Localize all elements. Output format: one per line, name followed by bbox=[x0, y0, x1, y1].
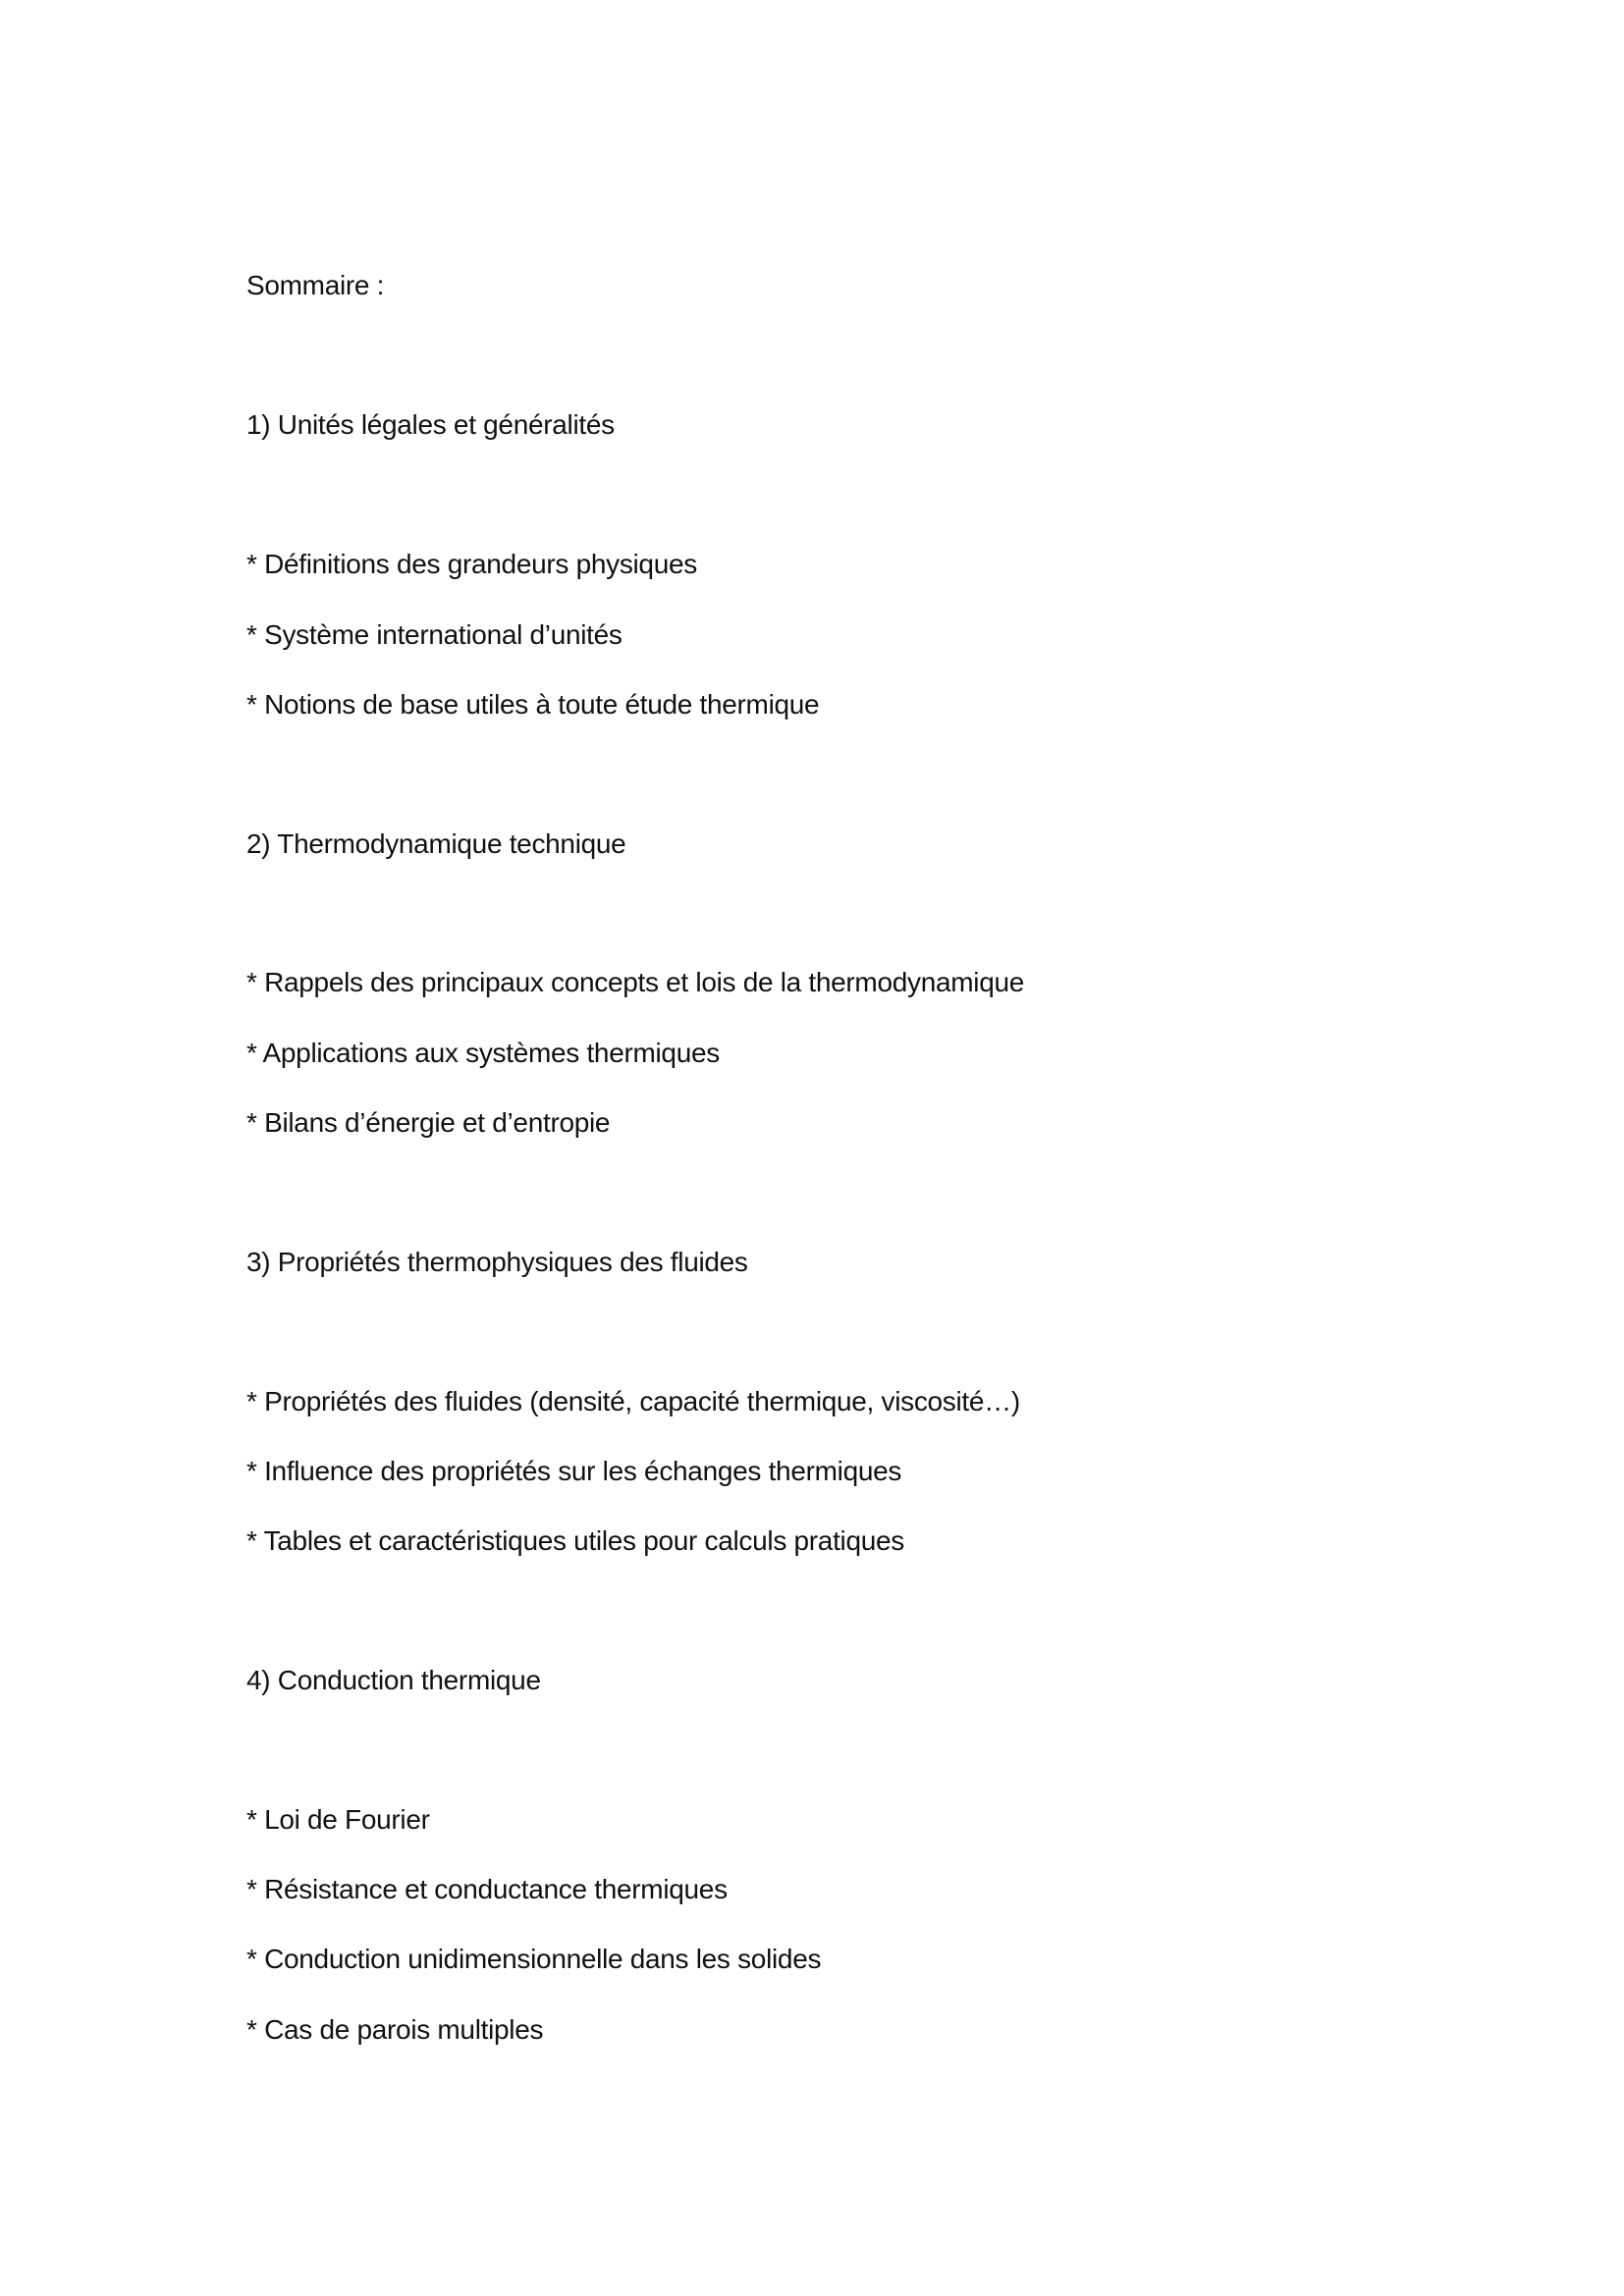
list-item: * Cas de parois multiples bbox=[246, 2014, 544, 2045]
section-heading: 3) Propriétés thermophysiques des fluides bbox=[246, 1247, 748, 1277]
list-item: * Définitions des grandeurs physiques bbox=[246, 549, 697, 579]
list-item: * Système international d’unités bbox=[246, 619, 623, 650]
list-item: * Conduction unidimensionnelle dans les solides bbox=[246, 1944, 822, 1974]
list-item: * Résistance et conductance thermiques bbox=[246, 1874, 728, 1904]
list-item: * Notions de base utiles à toute étude thermique bbox=[246, 689, 820, 720]
summary-title: Sommaire : bbox=[246, 270, 385, 300]
list-item: * Applications aux systèmes thermiques bbox=[246, 1038, 720, 1068]
list-item: * Bilans d’énergie et d’entropie bbox=[246, 1107, 611, 1138]
section-heading: 4) Conduction thermique bbox=[246, 1665, 541, 1695]
list-item: * Influence des propriétés sur les échanges thermiques bbox=[246, 1456, 902, 1486]
section-heading: 1) Unités légales et généralités bbox=[246, 409, 615, 440]
list-item: * Rappels des principaux concepts et lois de la thermodynamique bbox=[246, 967, 1025, 997]
section-heading: 2) Thermodynamique technique bbox=[246, 828, 626, 859]
list-item: * Tables et caractéristiques utiles pour calculs pratiques bbox=[246, 1525, 904, 1556]
list-item: * Loi de Fourier bbox=[246, 1804, 430, 1835]
list-item: * Propriétés des fluides (densité, capacité thermique, viscosité…) bbox=[246, 1386, 1020, 1416]
